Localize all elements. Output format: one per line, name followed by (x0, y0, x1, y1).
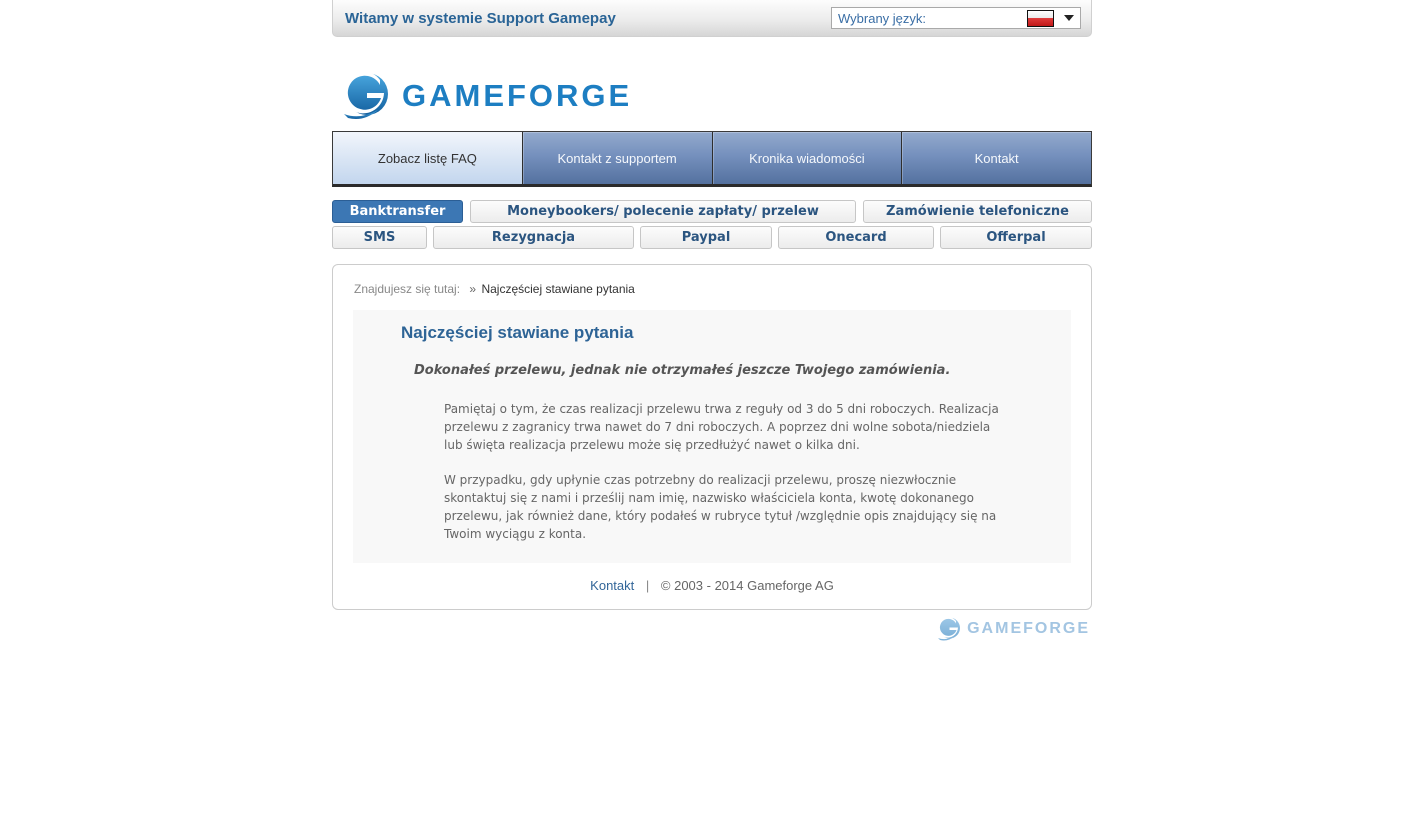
category-row-2 (332, 226, 1092, 249)
category-phone-order-button[interactable]: Zamówienie telefoniczne (863, 200, 1092, 223)
faq-answer-paragraph-1: Pamiętaj o tym, że czas realizacji przelewu trwa z reguły od 3 do 5 dni roboczych. Realizacja przelewu z zagranicy trwa nawet do 7 dni roboczych. A poprzez dni wolne sobota/niedziela lub święta realizacja przelewu może się przedłużyć nawet o kilka dni. (444, 402, 999, 452)
breadcrumb-separator: » (469, 282, 477, 296)
category-row-1 (332, 200, 1092, 223)
footer-gameforge-logo-icon (936, 616, 962, 642)
tab-contact-support[interactable]: Kontakt z supportem (523, 132, 713, 184)
category-nav (332, 200, 1092, 249)
category-onecard-button[interactable]: Onecard (778, 226, 934, 249)
category-offerpal-button[interactable]: Offerpal (940, 226, 1092, 249)
welcome-title: Witamy w systemie Support Gamepay (345, 9, 616, 27)
footer-copyright: © 2003 - 2014 Gameforge AG (660, 578, 834, 593)
faq-panel (353, 310, 1071, 563)
language-label: Wybrany język: (838, 10, 927, 26)
faq-answer-paragraph-2: W przypadku, gdy upłynie czas potrzebny do realizacji przelewu, proszę niezwłocznie skontaktuj się z nami i prześlij nam imię, nazwisko właściciela konta, kwotę dokonanego przelewu, jak również dane, który podałeś w rubryce tytuł /względnie opis znajdujący się na Twoim wyciągu z konta. (444, 473, 997, 541)
category-resignation-button[interactable]: Rezygnacja (433, 226, 634, 249)
polish-flag-icon (1027, 10, 1054, 27)
category-sms-button[interactable]: SMS (332, 226, 427, 249)
tab-contact[interactable]: Kontakt (902, 132, 1091, 184)
page-container (332, 0, 1092, 642)
gameforge-logo-text: GAMEFORGE (402, 78, 633, 113)
category-paypal-button[interactable]: Paypal (640, 226, 772, 249)
category-moneybookers-button[interactable]: Moneybookers/ polecenie zapłaty/ przelew (470, 200, 856, 223)
chevron-down-icon[interactable] (1064, 15, 1074, 21)
footer-gameforge-logo-text: GAMEFORGE (967, 620, 1090, 637)
logo (332, 70, 1092, 122)
main-content-box (332, 264, 1092, 610)
faq-heading: Najczęściej stawiane pytania (401, 323, 634, 342)
breadcrumb-current[interactable]: Najczęściej stawiane pytania (481, 282, 635, 296)
tab-faq-list[interactable]: Zobacz listę FAQ (333, 132, 523, 184)
main-tab-bar (332, 131, 1092, 187)
faq-question: Dokonałeś przelewu, jednak nie otrzymałeś jeszcze Twojego zamówienia. (414, 363, 951, 378)
top-bar (332, 0, 1092, 37)
footer-logo (332, 616, 1092, 642)
breadcrumb-label: Znajdujesz się tutaj: (354, 282, 461, 296)
footer-separator: | (645, 578, 650, 593)
category-banktransfer-button[interactable]: Banktransfer (332, 200, 463, 223)
tab-news-chronicle[interactable]: Kronika wiadomości (713, 132, 903, 184)
gameforge-logo-icon (340, 70, 392, 122)
footer-contact-link[interactable]: Kontakt (590, 578, 635, 593)
language-selector[interactable] (831, 7, 1081, 29)
breadcrumb (353, 282, 1071, 296)
footer (353, 578, 1071, 597)
